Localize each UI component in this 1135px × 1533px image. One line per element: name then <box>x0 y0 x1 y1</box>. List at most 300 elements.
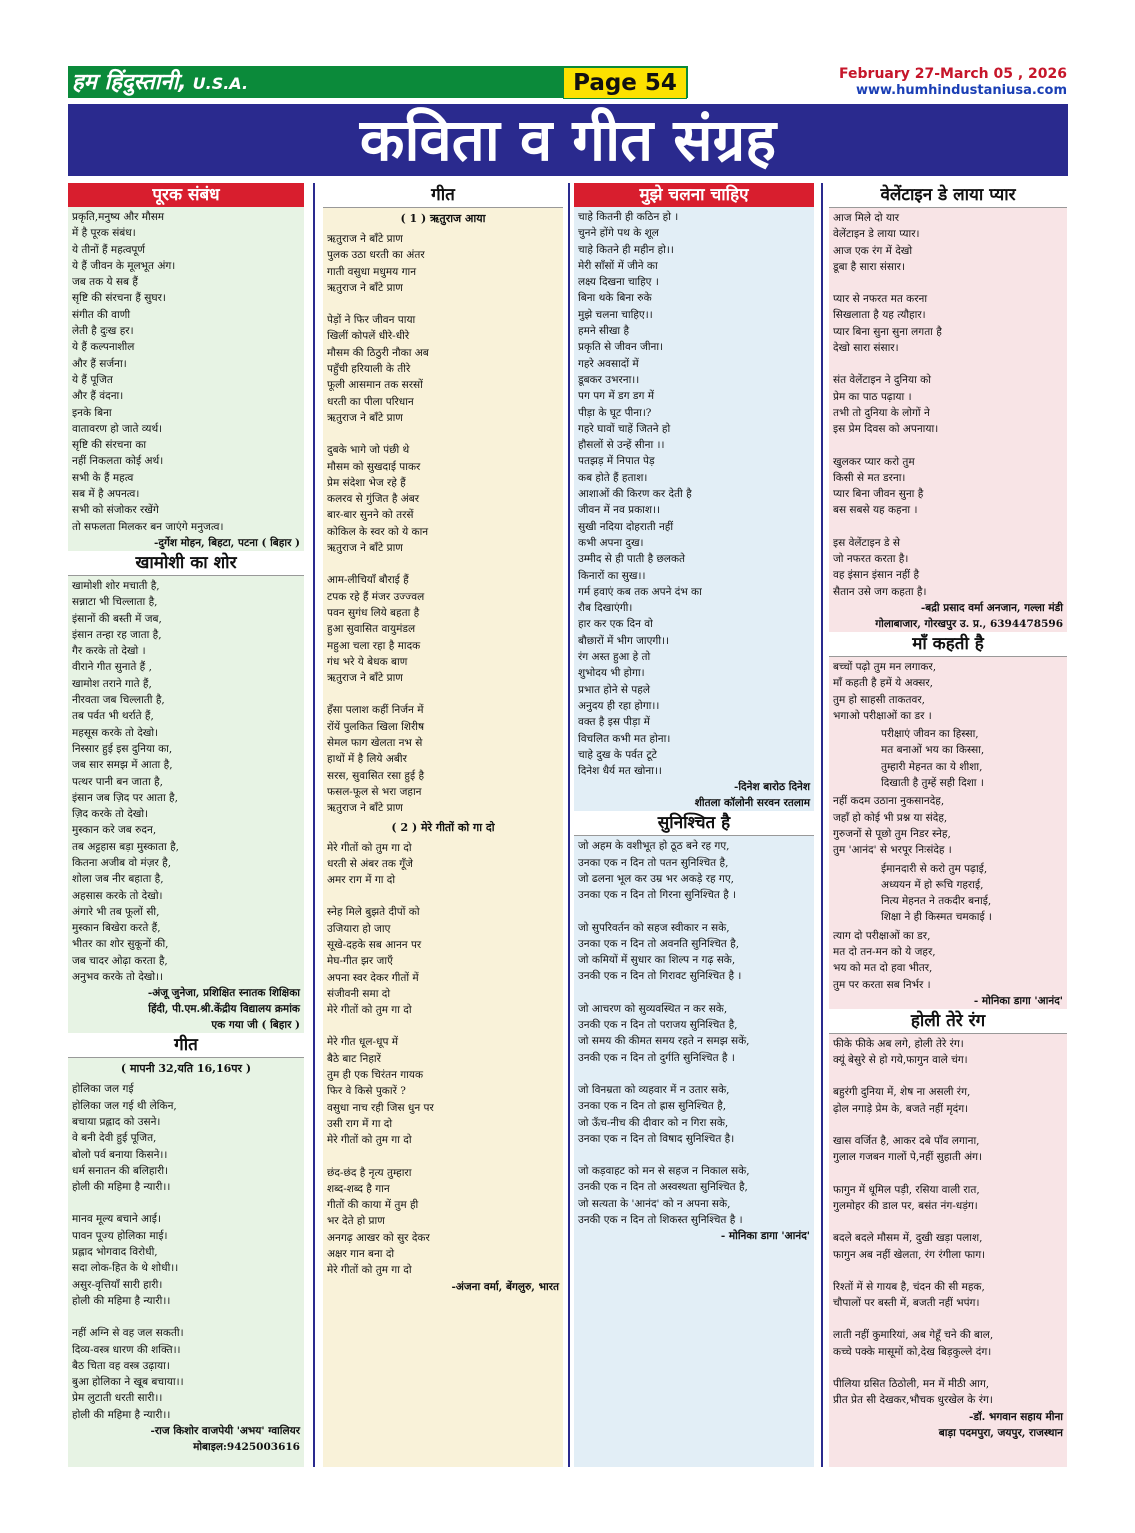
poem-line: आम-लीचियाँ बौराई हैं <box>327 574 409 587</box>
poem-line: धर्म सनातन की बलिहारी। <box>72 1164 169 1177</box>
poem-line: लक्ष्य दिखना चाहिए । <box>578 276 659 289</box>
poem-line: उनका एक न दिन तो अवनति सुनिश्चित है, <box>578 937 740 950</box>
poem-line: अक्षर गान बना दो <box>327 1248 395 1261</box>
stanza-gap <box>833 356 1063 372</box>
poem-line: महसूस करके तो देखो। <box>72 726 159 739</box>
poem-line: रोंयें पुलकित खिला शिरीष <box>327 720 425 733</box>
poem-line: मौसम की ठिठुरी नौका अब <box>327 346 429 359</box>
poem-line: पेड़ों ने फिर जीवन पाया <box>327 314 416 327</box>
poem-line: सिखलाता है यह त्यौहार। <box>833 309 926 322</box>
stanza-gap <box>833 1166 1063 1182</box>
poem-line: और हैं वंदना। <box>72 390 124 403</box>
poem-line: उनकी एक न दिन तो शिकस्त सुनिश्चित है । <box>578 1214 743 1227</box>
stanza-gap <box>833 275 1063 291</box>
poem-line: छंद-छंद है नृत्य तुम्हारा <box>327 1166 412 1179</box>
poem-line: लाती नहीं कुमारियां, अब गेहूँ चने की बाल, <box>833 1329 994 1342</box>
poem-line: ढ़ोल नगाड़े प्रेम के, बजते नहीं मृदंग। <box>833 1102 969 1115</box>
stanza-gap <box>833 1263 1063 1279</box>
poem-line: खामोशी शोर मचाती है, <box>72 579 160 592</box>
poem-line: कितना अजीब वो मंज़र है, <box>72 856 172 869</box>
poem-line: सैतान उसे जग कहता है। <box>833 585 927 598</box>
poem-title: गीत <box>323 183 563 208</box>
poem-line: जीवन में नव प्रकाश।। <box>578 504 660 517</box>
poem-line: दिखाती है तुम्हें सही दिशा । <box>881 777 984 790</box>
poem-line: बहुरंगी दुनिया में, शेष ना असली रंग, <box>833 1086 971 1099</box>
poem-line: गुलाल गजबन गालों पे,नहीं सुहाती अंग। <box>833 1151 982 1164</box>
poem-line: पवन सुगंध लिये बहता है <box>327 606 420 619</box>
poem-line: गीतों की काया में तुम ही <box>327 1199 419 1212</box>
poem-body <box>829 859 1067 926</box>
poem-line: संजीवनी समा दो <box>327 987 391 1000</box>
poem-line: शुभोदय भी होगा। <box>578 667 645 680</box>
poem-line: भय को मत दो हवा भीतर, <box>833 962 933 975</box>
section-title: कविता व गीत संग्रह <box>359 106 777 174</box>
poem-line: हुआ सुवासित वायुमंडल <box>327 623 416 636</box>
poem-title: पूरक संबंध <box>68 183 304 207</box>
poem-credit: -अंजू जुनेजा, प्रशिक्षित स्नातक शिक्षिका <box>147 987 300 1000</box>
poem-line: भर देते हो प्राण <box>327 1215 385 1228</box>
poem-body <box>829 926 1067 993</box>
poem-line: सदा लोक-हित के थे शोधी।। <box>72 1262 179 1275</box>
stanza-gap <box>578 1147 810 1163</box>
poem-line: आशाओं की किरण कर देती है <box>578 488 692 501</box>
poem-line: किनारों का सुख।। <box>578 569 646 582</box>
poem-line: वसुधा नाच रही जिस धुन पर <box>327 1101 434 1114</box>
poem-line: वह इंसान इंसान नहीं है <box>833 569 920 582</box>
poem-line: प्रेम लुटाती धरती सारी।। <box>72 1392 163 1405</box>
poem-line: पीड़ा के घूट पीना।? <box>578 406 652 419</box>
poem-line: पग पग में डग डग में <box>578 390 655 403</box>
poem-line: फीके फीके अब लगे, होली तेरे रंग। <box>833 1037 964 1050</box>
poem-line: मेरे गीतों को तुम गा दो <box>327 841 412 854</box>
poem-body <box>829 791 1067 858</box>
poem-credit: एक गया जी ( बिहार ) <box>211 1019 300 1032</box>
poem-line: जहाँ हो कोई भी प्रश्न या संदेह, <box>833 811 948 824</box>
poem-line: जो सुपरिवर्तन को सहज स्वीकार न सके, <box>578 921 730 934</box>
poem-line: आज एक रंग में देखो <box>833 244 913 257</box>
stanza-gap <box>833 1214 1063 1230</box>
poem-line: शिक्षा ने ही किस्मत चमकाई । <box>881 911 992 924</box>
poem-subtitle: ( मापनी 32,यति 16,16पर ) <box>120 1062 252 1076</box>
poem-line: निस्सार हुई इस दुनिया का, <box>72 742 173 755</box>
stanza-gap <box>833 1311 1063 1327</box>
poem-line: धरती से अंबर तक गूँजे <box>327 857 413 870</box>
poem-line: पतझड़ में निपात पेड़ <box>578 455 655 468</box>
poem-line: जो कड़वाहट को मन से सहज न निकाल सके, <box>578 1165 750 1178</box>
poem-line: गंध भरे ये बेधक बाण <box>327 655 408 668</box>
poem-line: उनका एक न दिन तो ह्रास सुनिश्चित है, <box>578 1100 727 1113</box>
poem-line: सृष्टि की संरचना हैं सुघर। <box>72 292 166 305</box>
poem-line: बौछारों में भीग जाएगी।। <box>578 634 670 647</box>
poem-line: कच्चे पक्के मासूमों को,देख बिड़कुल्ले दंग। <box>833 1345 992 1358</box>
poem-line: चुनने होंगे पथ के शूल <box>578 227 659 240</box>
poem-line: डूबकर उभरना।। <box>578 373 640 386</box>
poem-credit: गोलाबाजार, गोरखपुर उ. प्र., 6394478596 <box>875 617 1063 630</box>
poem-line: सरस, सुवासित रसा हुई है <box>327 769 425 782</box>
poem-line: गुरुजनों से पूछो तुम निडर स्नेह, <box>833 827 951 840</box>
poem-line: ऋतुराज ने बाँटे प्राण <box>327 542 403 555</box>
poem-line: फागुन अब नहीं खेलता, रंग रंगीला फाग। <box>833 1248 986 1261</box>
poem-line: मेरी साँसों में जीने का <box>578 259 658 272</box>
poem-line: ऋतुराज ने बाँटे प्राण <box>327 233 403 245</box>
poem-line: मुझे चलना चाहिए।। <box>578 308 653 321</box>
poem-line: त्याग दो परीक्षाओं का डर, <box>833 929 931 942</box>
poem-line: रंग अस्त हुआ हे तो <box>578 651 651 664</box>
poem-line: होली की महिमा है न्यारी।। <box>72 1181 171 1194</box>
poem-line: बार-बार सुनने को तरसें <box>327 509 414 522</box>
poem-line: संत वेलेंटाइन ने दुनिया को <box>833 374 931 387</box>
stanza-gap <box>833 519 1063 535</box>
poem-line: खामोश तराने गाते हैं, <box>72 677 152 690</box>
page-number: Page 54 <box>563 67 687 99</box>
poem-credit: -राज किशोर वाजपेयी 'अभय' ग्वालियर <box>150 1425 300 1437</box>
poem-line: प्रकृति से जीवन जीना। <box>578 341 664 354</box>
poem-line: पीलिया ग्रसित ठिठोली, मन में मीठी आग, <box>833 1378 990 1391</box>
poem-title: मुझे चलना चाहिए <box>574 183 814 207</box>
poem-line: चाहे कितनी ही कठिन हो । <box>578 211 679 223</box>
poem-line: रिश्तों में से गायब है, चंदन की सी महक, <box>833 1280 985 1293</box>
poem-line: उनकी एक न दिन तो अस्वस्थता सुनिश्चित है, <box>578 1181 748 1194</box>
poem-line: भीतर का शोर सुकूनों की, <box>72 938 169 951</box>
poem-line: उनका एक न दिन तो गिरना सुनिश्चित है । <box>578 889 737 902</box>
poem-line: ऋतुराज ने बाँटे प्राण <box>327 411 403 424</box>
poem-line: जब सार समझ में आता है, <box>72 759 173 772</box>
poem-line: हँसा पलाश कहीं निर्जन में <box>327 704 424 717</box>
poem-line: मेरे गीतों को तुम गा दो <box>327 1004 412 1017</box>
poem-line: जो विनम्रता को व्यहवार में न उतार सके, <box>578 1083 730 1096</box>
poem-subtitle: ( 2 ) मेरे गीतों को गा दो <box>391 820 495 834</box>
poem-body <box>829 1034 1067 1409</box>
poem-line: गाती वसुधा मधुमय गान <box>327 265 417 278</box>
poem-credit: -अंजना वर्मा, बेंगलुरु, भारत <box>451 1280 559 1293</box>
poem-line: प्यार से नफरत मत करना <box>833 293 928 306</box>
poem-line: टपक रहे हैं मंजर उज्ज्वल <box>327 590 425 603</box>
stanza-gap <box>833 1068 1063 1084</box>
poem-body <box>323 838 563 1279</box>
poem-line: तुम हो साहसी ताकतवर, <box>833 693 926 706</box>
poem-line: पहुँची हरियाली के तीरे <box>327 363 411 376</box>
poem-line: हाथों में है लिये अबीर <box>327 753 407 766</box>
poem-line: हौसलों से उन्हें सीना ।। <box>578 439 665 452</box>
stanza-gap <box>578 1066 810 1082</box>
poem-line: अनुभव करके तो देखो।। <box>72 971 164 984</box>
poem-line: नहीं कदम उठाना नुकसानदेह, <box>833 795 945 808</box>
poem-line: पावन पूज्य होलिका माई। <box>72 1229 168 1242</box>
stanza-gap <box>327 888 559 904</box>
poem-line: फागुन में धूमिल पड़ी, रसिया वाली रात, <box>833 1183 980 1196</box>
poem-line: प्रभात होने से पहले <box>578 683 650 696</box>
poem-line: ऋतुराज ने बाँटे प्राण <box>327 281 403 294</box>
poem-title: होली तेरे रंग <box>829 1009 1067 1034</box>
poem-line: बदले बदले मौसम में, दुखी खड़ा पलाश, <box>833 1232 983 1245</box>
poem-title: सुनिश्चित है <box>574 811 814 836</box>
poem-line: प्रकृति,मनुष्य और मौसम <box>72 211 165 223</box>
poem-credit: शीतला कॉलोनी सरवन रतलाम <box>694 797 810 810</box>
poem-line: मौसम को सुखदाई पाकर <box>327 460 421 473</box>
poem-body <box>574 207 814 779</box>
poem-line: रौब दिखाएंगी। <box>578 602 633 615</box>
poem-line: शब्द-शब्द है गान <box>327 1182 390 1195</box>
poem-line: विचलित कभी मत होना। <box>578 732 671 745</box>
poem-line: कलरव से गुंजित है अंबर <box>327 493 420 506</box>
poem-line: उनकी एक न दिन तो पराजय सुनिश्चित है, <box>578 1019 738 1032</box>
poem-line: तुम पर करता सब निर्भर । <box>833 978 931 991</box>
poem-credit: -दिनेश बारोठ दिनेश <box>733 781 810 794</box>
poem-line: प्यार बिना जीवन सुना है <box>833 488 924 501</box>
poem-line: सभी को संजोकर रखेंगे <box>72 504 159 517</box>
poem-title: गीत <box>68 1033 304 1058</box>
poem-line: बोलो पर्व बनाया किसने।। <box>72 1148 168 1161</box>
poem-line: मुस्कान बिखेरा करते हैं, <box>72 922 161 935</box>
poem-line: उसी राग में गा दो <box>327 1117 393 1130</box>
poem-line: बैठे बाट निहारें <box>327 1052 381 1065</box>
poem-line: नहीं निकलता कोई अर्थ। <box>72 455 164 468</box>
poem-line: होलिका जल गई थी लेकिन, <box>72 1099 177 1112</box>
poem-line: असुर-वृत्तियाँ सारी हारी। <box>72 1278 163 1291</box>
poem-line: सन्नाटा भी चिल्लाता है, <box>72 596 158 609</box>
poem-line: धरती का पीला परिधान <box>327 395 414 408</box>
poem-line: होलिका जल गई <box>72 1083 134 1096</box>
poem-line: खिलीं कोपलें धीरे-धीरे <box>327 330 410 343</box>
poem-line: वे बनी देवी हुई पूजित, <box>72 1132 157 1145</box>
poem-line: सृष्टि की संरचना का <box>72 439 147 452</box>
poem-line: इस प्रेम दिवस को अपनाया। <box>833 423 939 436</box>
website-link[interactable]: www.humhindustaniusa.com <box>855 83 1067 98</box>
poem-line: सब में है अपनत्व। <box>72 488 140 501</box>
poem-line: सूखे-दहके सब आनन पर <box>327 938 422 951</box>
poem-body <box>68 576 304 985</box>
poem-line: अपना स्वर देकर गीतों में <box>327 971 419 984</box>
poem-line: सुखी नदिया दोहराती नहीं <box>578 520 674 533</box>
poem-line: दिनेश धैर्य मत खोना।। <box>578 765 662 778</box>
poem-line: तब पर्वत भी थर्राते हैं, <box>72 710 154 723</box>
poem-credit: हिंदी, पी.एम.श्री.केंद्रीय विद्यालय क्रमांक <box>148 1003 300 1016</box>
poem-line: जो ऊँच-नीच की दीवार को न गिरा सके, <box>578 1116 729 1129</box>
poem-line: दिव्य-वस्त्र धारण की शक्ति।। <box>72 1343 181 1356</box>
poem-line: और हैं सर्जना। <box>72 357 127 370</box>
stanza-gap <box>578 904 810 920</box>
poem-body <box>68 1079 304 1423</box>
poem-line: तो सफलता मिलकर बन जाएंगे मनुजत्व। <box>72 520 224 533</box>
publication-region: U.S.A. <box>192 74 249 93</box>
poem-line: मुस्कान करे जब रुदन, <box>72 824 157 837</box>
poem-title: वेलेंटाइन डे लाया प्यार <box>829 183 1067 208</box>
poem-line: तुम ही एक चिरंतन गायक <box>327 1069 424 1082</box>
publication-title: हम हिंदुस्तानी, <box>72 70 187 95</box>
poem-line: गर्म हवाएं कब तक अपने दंभ का <box>578 585 702 598</box>
poem-line: चाहे कितने ही महीन हो।। <box>578 243 674 256</box>
poem-line: खास वर्जित है, आकर दबे पाँव लगाना, <box>833 1135 980 1148</box>
poem-subtitle: ( 1 ) ऋतुराज आया <box>400 212 486 225</box>
poem-line: प्रेम का पाठ पढ़ाया । <box>833 390 912 403</box>
poem-line: उनकी एक न दिन तो गिरावट सुनिश्चित है । <box>578 970 742 983</box>
poem-line: प्रह्लाद भोगवाद विरोधी, <box>72 1246 158 1259</box>
poem-line: फिर वे किसे पुकारें ? <box>327 1085 406 1098</box>
poem-line: इनके बिना <box>72 406 112 419</box>
poem-line: अमर राग में गा दो <box>327 874 396 887</box>
poem-line: वक्त है इस पीड़ा में <box>578 716 650 729</box>
poem-line: कोकिल के स्वर को ये कान <box>327 525 429 538</box>
poem-line: अंगारे भी तब फूलों सी, <box>72 905 160 918</box>
poem-line: जब चादर ओढ़ा करता है, <box>72 954 168 967</box>
poem-line: आज मिले दो यार <box>833 212 900 224</box>
poem-line: तभी तो दुनिया के लोगों ने <box>833 406 930 419</box>
poem-line: खुलकर प्यार करो तुम <box>833 455 915 468</box>
stanza-gap <box>833 438 1063 454</box>
poem-body <box>323 229 563 817</box>
column-2 <box>323 183 563 1467</box>
poem-line: होली की महिमा है न्यारी।। <box>72 1408 171 1421</box>
poem-line: स्नेह मिले बुझते दीपों को <box>327 906 420 919</box>
poem-credit: - मोनिका डागा 'आनंद' <box>973 994 1063 1007</box>
poem-line: में है पूरक संबंध। <box>72 227 136 240</box>
poem-line: अहसास करके तो देखो। <box>72 889 163 902</box>
stanza-gap <box>327 686 559 702</box>
poem-line: मेरे गीत धूल-धूप में <box>327 1036 399 1049</box>
poem-line: होली की महिमा है न्यारी।। <box>72 1294 171 1307</box>
poem-line: बस सबसे यह कहना । <box>833 504 918 517</box>
poem-body <box>829 724 1067 791</box>
poem-line: ये तीनों हैं महत्वपूर्ण <box>72 243 145 256</box>
poem-line: उनका एक न दिन तो पतन सुनिश्चित है, <box>578 856 729 869</box>
poem-line: ये हैं जीवन के मूलभूत अंग। <box>72 259 176 272</box>
issue-date: February 27-March 05 , 2026 <box>839 66 1067 82</box>
column-divider <box>313 183 315 1467</box>
poem-line: वातावरण हो जाते व्यर्थ। <box>72 422 163 435</box>
poem-line: ऋतुराज ने बाँटे प्राण <box>327 672 403 685</box>
poem-line: इंसानों की बस्ती में जब, <box>72 612 162 625</box>
stanza-gap <box>833 1117 1063 1133</box>
poem-line: क्यूं बेसुरे से हो गये,फागुन वाले चंग। <box>833 1054 968 1067</box>
poem-line: गैर करके तो देखो । <box>72 645 146 658</box>
poem-line: बैठ चिता वह वस्त्र उढ़ाया। <box>72 1359 170 1372</box>
poem-line: ऋतुराज ने बाँटे प्राण <box>327 802 403 815</box>
poem-credit: -बद्री प्रसाद वर्मा अनजान, गल्ला मंडी <box>920 601 1063 614</box>
poem-credit: - मोनिका डागा 'आनंद' <box>720 1230 810 1243</box>
poem-line: गुलमोहर की डाल पर, बसंत नंग-धड़ंग। <box>833 1199 978 1212</box>
poem-line: परीक्षाएं जीवन का हिस्सा, <box>881 728 979 741</box>
stanza-gap <box>578 985 810 1001</box>
poem-line: मेरे गीतों को तुम गा दो <box>327 1264 412 1277</box>
poem-line: वेलेंटाइन डे लाया प्यार। <box>833 228 920 241</box>
poem-line: जो सत्यता के 'आनंद' को न अपना सके, <box>578 1197 731 1210</box>
poem-line: चाहे दुख के पर्वत टूटे <box>578 748 657 761</box>
poem-line: उनकी एक न दिन तो दुर्गति सुनिश्चित है । <box>578 1051 735 1064</box>
column-1 <box>68 183 304 1467</box>
poem-line: मत बनाओं भय का किस्सा, <box>881 744 985 757</box>
column-divider <box>568 183 570 1467</box>
stanza-gap <box>72 1195 300 1211</box>
poem-line: किसी से मत डरना। <box>833 471 906 484</box>
poem-line: जो आचरण को सुव्यवस्थित न कर सके, <box>578 1002 728 1015</box>
poem-line: जो कमियों में सुधार का शिल्प न गढ़ सके, <box>578 954 736 967</box>
column-divider <box>821 183 823 1467</box>
poem-body <box>574 836 814 1228</box>
poem-line: भगाओ परीक्षाओं का डर । <box>833 709 932 722</box>
poem-line: अनुदय ही रहा होगा।। <box>578 699 660 712</box>
poem-body <box>829 657 1067 724</box>
poem-line: फसल-फूल से भरा जहान <box>327 785 422 798</box>
poem-line: माँ कहती है हमें ये अक्सर, <box>833 677 933 690</box>
poem-line: मानव मूल्य बचाने आई। <box>72 1213 161 1226</box>
poem-line: ईमानदारी से करो तुम पढ़ाई, <box>881 862 988 875</box>
poem-line: ये हैं पूजित <box>72 373 113 386</box>
poem-line: उनका एक न दिन तो विषाद सुनिश्चित है। <box>578 1132 735 1145</box>
poem-credit: -डॉ. भगवान सहाय मीना <box>968 1410 1063 1423</box>
poem-line: बुआ होलिका ने खूब बचाया।। <box>72 1376 184 1389</box>
stanza-gap <box>327 426 559 442</box>
poem-line: हार कर एक दिन वो <box>578 618 653 631</box>
poem-line: गहरे अवसादों में <box>578 357 639 370</box>
poem-line: कभी अपना दुख। <box>578 536 644 549</box>
poem-line: पुलक उठा धरती का अंतर <box>327 249 425 262</box>
poem-line: जो नफरत करता है। <box>833 553 909 566</box>
poem-line: मेघ-गीत झर जाएँ <box>327 955 393 968</box>
poem-credit: -दुर्गेश मोहन, बिहटा, पटना ( बिहार ) <box>154 536 300 549</box>
poem-line: बच्चों पढ़ो तुम मन लगाकर, <box>833 660 937 673</box>
poem-line: पत्थर पानी बन जाता है, <box>72 775 163 788</box>
poem-line: नीरवता जब चिल्लाती है, <box>72 694 165 707</box>
stanza-gap <box>72 1309 300 1325</box>
poem-line: उम्मीद से ही पाती है छलकते <box>578 553 686 566</box>
poem-line: ये हैं कल्पनाशील <box>72 341 135 354</box>
stanza-gap <box>327 1149 559 1165</box>
poem-line: मत दो तन-मन को ये जहर, <box>833 945 936 958</box>
stanza-gap <box>327 556 559 572</box>
poem-line: प्रेम संदेशा भेज रहे हैं <box>327 476 406 489</box>
poem-body <box>68 207 304 535</box>
poem-line: डूबा है सारा संसार। <box>833 260 905 273</box>
poem-line: देखो सारा संसार। <box>833 342 899 355</box>
poem-line: कब होते हैं हताश। <box>578 471 648 484</box>
poem-line: जो समय की कीमत समय रहते न समझ सकें, <box>578 1035 750 1048</box>
poem-line: ज़िद करके तो देखो। <box>72 808 149 821</box>
column-4 <box>829 183 1067 1467</box>
poem-line: शोला जब नीर बहाता है, <box>72 873 164 886</box>
poem-line: नहीं अग्नि से वह जल सकती। <box>72 1327 184 1340</box>
poem-line: इंसान तन्हा रह जाता है, <box>72 628 162 641</box>
poem-title: खामोशी का शोर <box>68 551 304 576</box>
poem-body <box>829 208 1067 600</box>
poem-line: तुम 'आनंद' से भरपूर निःसंदेह । <box>833 844 952 857</box>
poem-line: वीराने गीत सुनाते हैं , <box>72 661 152 674</box>
poem-line: चौपालों पर बस्ती में, बजती नहीं भपंग। <box>833 1297 980 1310</box>
poem-line: दुबके भागे जो पंछी थे <box>327 444 410 457</box>
poem-line: सभी के हैं महत्व <box>72 471 134 484</box>
poem-line: हमने सीखा है <box>578 325 630 338</box>
poem-line: अनगढ़ आखर को सुर देकर <box>327 1231 430 1244</box>
stanza-gap <box>327 1018 559 1034</box>
poem-line: सेमल फाग खेलता नभ से <box>327 737 423 750</box>
poem-title: माँ कहती है <box>829 632 1067 657</box>
poem-line: महुआ चला रहा है मादक <box>327 639 421 652</box>
poem-line: प्यार बिना सुना सुना लगता है <box>833 325 942 338</box>
poem-line: जब तक ये सब हैं <box>72 276 138 289</box>
poem-line: इस वेलेंटाइन डे से <box>833 536 900 549</box>
poem-line: प्रीत प्रेत सी देखकर,भौचक धुरखेल के रंग। <box>833 1394 993 1407</box>
poem-credit: बाड़ा पदमपुरा, जयपुर, राजस्थान <box>938 1426 1063 1439</box>
poem-line: गहरे घावों चाहें जितने हो <box>578 422 671 435</box>
poem-line: तब अट्टहास बड़ा मुस्काता है, <box>72 840 179 853</box>
stanza-gap <box>327 296 559 312</box>
poem-line: बचाया प्रह्लाद को उसने। <box>72 1115 161 1128</box>
stanza-gap <box>833 1360 1063 1376</box>
poem-line: उजियारा हो जाए <box>327 922 391 935</box>
poem-line: जो ढलना भूल कर उम्र भर अकड़े रह गए, <box>578 872 734 885</box>
poem-line: लेती है दुःख हर। <box>72 325 134 338</box>
poem-line: इंसान जब ज़िद पर आता है, <box>72 791 178 804</box>
poem-line: तुम्हारी मेहनत का ये शीशा, <box>881 760 983 773</box>
